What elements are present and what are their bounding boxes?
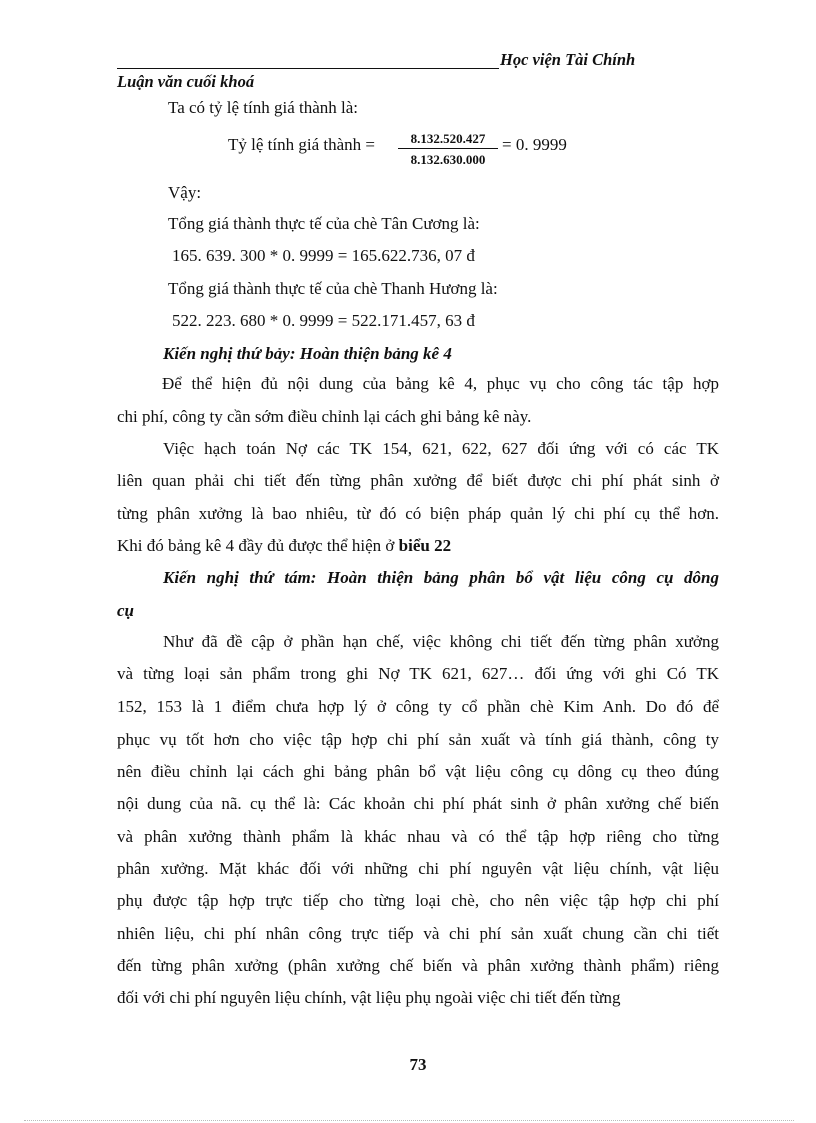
reference-figure-22: biểu 22 <box>398 536 452 555</box>
calc-value-thanh-huong: 522. 223. 680 * 0. 9999 = 522.171.457, 63 đ <box>172 311 475 330</box>
section-7-paragraph-2-line-2: liên quan phải chi tiết đến từng phân xưởng để biết được chi phí phát sinh ở <box>117 471 719 490</box>
header-rule <box>117 68 499 69</box>
section-7-paragraph-2-line-3: từng phân xưởng là bao nhiêu, từ đó có biện pháp quản lý chi phí cụ thể hơn. <box>117 504 719 523</box>
formula-fraction <box>398 131 498 168</box>
header-document-type: Luận văn cuối khoá <box>117 72 255 91</box>
section-8-paragraph-line-4: phục vụ tốt hơn cho việc tập hợp chi phí sản xuất và tính giá thành, công ty <box>117 730 719 749</box>
calc-conclusion-label: Vậy: <box>168 183 202 202</box>
formula-label: Tỷ lệ tính giá thành = <box>228 135 375 154</box>
section-7-paragraph-2-line-1: Việc hạch toán Nợ các TK 154, 621, 622, 627 đối ứng với có các TK <box>163 439 719 458</box>
section-8-paragraph-line-5: nên điều chỉnh lại cách ghi bảng phân bổ vật liệu công cụ dông cụ theo đúng <box>117 762 719 781</box>
formula-result: = 0. 9999 <box>502 135 567 154</box>
section-7-paragraph-1-line-2: chi phí, công ty cần sớm điều chỉnh lại cách ghi bảng kê này. <box>117 407 532 426</box>
section-8-paragraph-line-8: phân xưởng. Mặt khác đối với những chi phí nguyên vật liệu chính, vật liệu <box>117 859 719 878</box>
formula-numerator: 8.132.520.427 <box>398 131 498 149</box>
section-8-paragraph-line-7: và phân xưởng thành phẩm là khác nhau và có thể tập hợp riêng cho từng <box>117 827 719 846</box>
page-number: 73 <box>409 1055 427 1074</box>
section-7-paragraph-1-line-1: Để thể hiện đủ nội dung của bảng kê 4, phục vụ cho công tác tập hợp <box>162 374 719 393</box>
section-8-paragraph-line-2: và từng loại sản phẩm trong ghi Nợ TK 621, 627… đối ứng với ghi Có TK <box>117 664 719 683</box>
calc-value-tan-cuong: 165. 639. 300 * 0. 9999 = 165.622.736, 07 đ <box>172 246 475 265</box>
section-8-paragraph-line-10: nhiên liệu, chi phí nhân công trực tiếp và chi phí sản xuất chung cần chi tiết <box>117 924 719 943</box>
section-8-heading-line-2: cụ <box>117 601 134 620</box>
section-8-heading-line-1: Kiến nghị thứ tám: Hoàn thiện bảng phân bổ vật liệu công cụ dông <box>163 568 719 587</box>
footer-dotted-rule <box>24 1120 794 1121</box>
reference-prefix: Khi đó bảng kê 4 đầy đủ được thể hiện ở <box>117 536 395 555</box>
section-8-paragraph-line-11: đến từng phân xưởng (phân xưởng chế biến và phân xưởng thành phẩm) riêng <box>117 956 719 975</box>
calc-line-thanh-huong: Tổng giá thành thực tế của chè Thanh Hương là: <box>168 279 498 298</box>
section-7-paragraph-2-line-4 <box>117 536 451 556</box>
section-8-paragraph-line-3: 152, 153 là 1 điểm chưa hợp lý ở công ty cổ phần chè Kim Anh. Do đó để <box>117 697 719 716</box>
section-7-heading: Kiến nghị thứ bảy: Hoàn thiện bảng kê 4 <box>163 344 452 363</box>
section-8-paragraph-line-9: phụ được tập hợp trực tiếp cho từng loại chè, cho nên việc tập hợp chi phí <box>117 891 719 910</box>
formula-denominator: 8.132.630.000 <box>410 152 486 167</box>
calc-intro: Ta có tỷ lệ tính giá thành là: <box>168 98 359 117</box>
calc-line-tan-cuong: Tổng giá thành thực tế của chè Tân Cương là: <box>168 214 480 233</box>
section-8-paragraph-line-6: nội dung của nã. cụ thể là: Các khoản chi phí phát sinh ở phân xưởng chế biến <box>117 794 719 813</box>
section-8-paragraph-line-1: Như đã đề cập ở phần hạn chế, việc không chi tiết đến từng phân xưởng <box>163 632 719 651</box>
header-institution: Học viện Tài Chính <box>500 50 636 69</box>
section-8-paragraph-line-12: đối với chi phí nguyên liệu chính, vật liệu phụ ngoài việc chi tiết đến từng <box>117 988 621 1007</box>
